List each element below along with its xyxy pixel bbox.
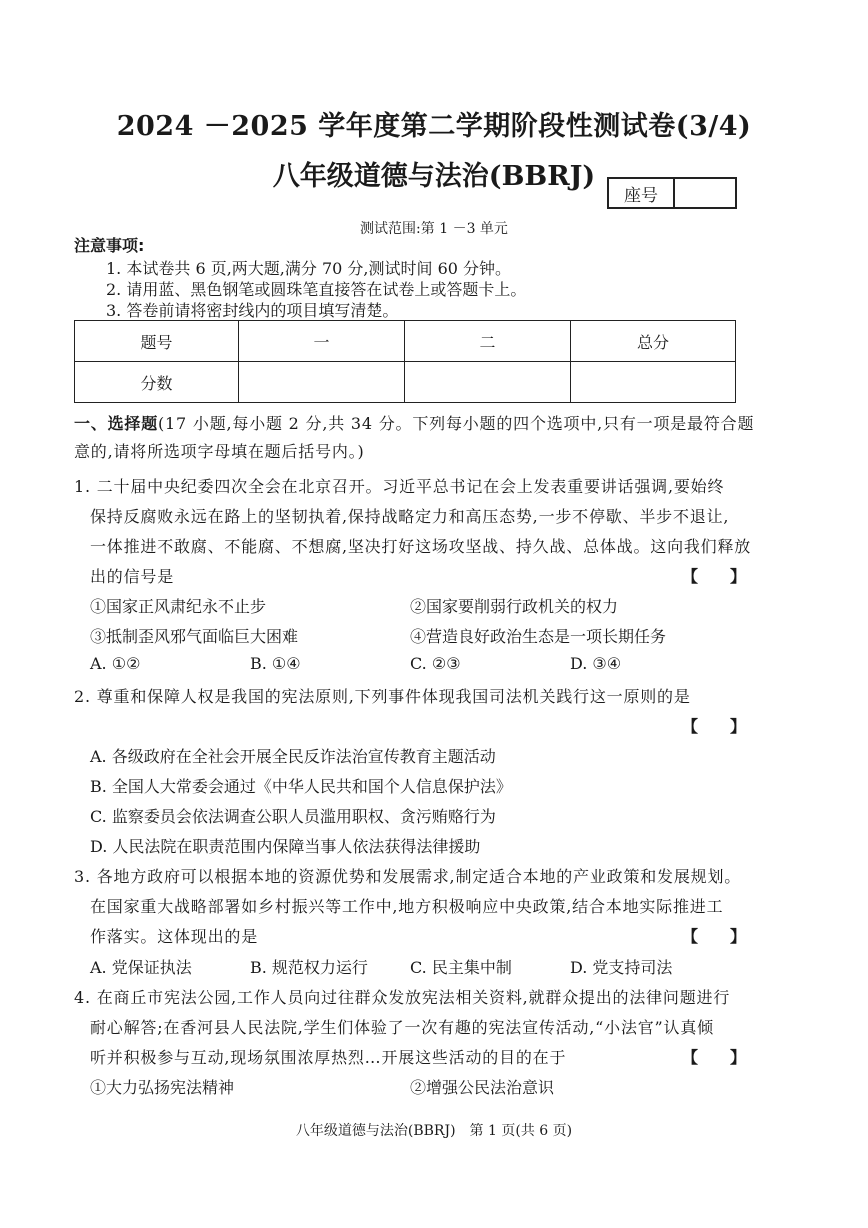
notice-item: 2. 请用蓝、黑色钢笔或圆珠笔直接答在试卷上或答题卡上。: [106, 280, 527, 299]
question-4-line: 4. 在商丘市宪法公园,工作人员向过往群众发放宪法相关资料,就群众提出的法律问题进行: [74, 988, 731, 1007]
answer-bracket[interactable]: 【 】: [682, 567, 747, 586]
notice-heading: 注意事项:: [74, 236, 145, 255]
statement: ④营造良好政治生态是一项长期任务: [410, 627, 667, 646]
section-text: (17 小题,每小题 2 分,共 34 分。下列每小题的四个选项中,只有一项是最符合题: [158, 414, 755, 433]
answer-bracket[interactable]: 【 】: [682, 717, 747, 736]
statement: ①大力弘扬宪法精神: [90, 1078, 235, 1097]
table-cell: 题号: [75, 321, 239, 362]
seat-number-box: [607, 177, 737, 209]
statement: ①国家正风肃纪永不止步: [90, 597, 267, 616]
option-c[interactable]: C. 民主集中制: [410, 958, 512, 977]
score-table: [74, 320, 736, 403]
option-c[interactable]: C. ②③: [410, 654, 461, 673]
option-a[interactable]: A. 各级政府在全社会开展全民反诈法治宣传教育主题活动: [90, 747, 496, 766]
question-3-line: 作落实。这体现出的是: [90, 927, 259, 946]
seat-number-field[interactable]: [675, 179, 735, 207]
statement: ②国家要削弱行政机关的权力: [410, 597, 619, 616]
question-4-line: 听并积极参与互动,现场氛围浓厚热烈…开展这些活动的目的在于: [90, 1048, 567, 1067]
question-3-line: 在国家重大战略部署如乡村振兴等工作中,地方积极响应中央政策,结合本地实际推进工: [90, 897, 724, 916]
section-instructions: [74, 411, 754, 434]
test-scope: 测试范围:第 1 －3 单元: [360, 221, 508, 237]
question-2-line: 2. 尊重和保障人权是我国的宪法原则,下列事件体现我国司法机关践行这一原则的是: [74, 687, 691, 706]
statement: ③抵制歪风邪气面临巨大困难: [90, 627, 299, 646]
option-b[interactable]: B. 全国人大常委会通过《中华人民共和国个人信息保护法》: [90, 777, 512, 796]
question-1-line: 1. 二十届中央纪委四次全会在北京召开。习近平总书记在会上发表重要讲话强调,要始终: [74, 477, 725, 496]
table-cell: 分数: [75, 362, 239, 403]
section-text: 意的,请将所选项字母填在题后括号内。): [74, 442, 365, 461]
exam-subtitle: 八年级道德与法治(BBRJ): [272, 161, 596, 192]
page-footer: 八年级道德与法治(BBRJ) 第 1 页(共 6 页): [295, 1123, 573, 1139]
score-table-header-row: [75, 321, 736, 362]
answer-bracket[interactable]: 【 】: [682, 927, 747, 946]
seat-label: 座号: [609, 179, 675, 207]
question-4-line: 耐心解答;在香河县人民法院,学生们体验了一次有趣的宪法宣传活动,“小法官”认真倾: [90, 1018, 714, 1037]
option-d[interactable]: D. ③④: [570, 654, 622, 673]
question-1-line: 保持反腐败永远在路上的坚韧执着,保持战略定力和高压态势,一步不停歇、半步不退让,: [90, 507, 730, 526]
score-table-score-row: [75, 362, 736, 403]
score-cell[interactable]: [239, 362, 405, 403]
table-cell: 一: [239, 321, 405, 362]
question-1-line: 出的信号是: [90, 567, 175, 586]
score-cell[interactable]: [571, 362, 736, 403]
table-cell: 二: [405, 321, 571, 362]
notice-item: 1. 本试卷共 6 页,两大题,满分 70 分,测试时间 60 分钟。: [106, 259, 512, 278]
section-label: 一、选择题: [74, 414, 159, 433]
option-a[interactable]: A. 党保证执法: [90, 958, 192, 977]
question-3-line: 3. 各地方政府可以根据本地的资源优势和发展需求,制定适合本地的产业政策和发展规划。: [74, 867, 742, 886]
answer-bracket[interactable]: 【 】: [682, 1048, 747, 1067]
question-1-line: 一体推进不敢腐、不能腐、不想腐,坚决打好这场攻坚战、持久战、总体战。这向我们释放: [90, 537, 752, 556]
exam-title: 2024 －2025 学年度第二学期阶段性测试卷(3/4): [116, 111, 752, 142]
table-cell: 总分: [571, 321, 736, 362]
option-c[interactable]: C. 监察委员会依法调查公职人员滥用职权、贪污贿赂行为: [90, 807, 496, 826]
option-d[interactable]: D. 党支持司法: [570, 958, 673, 977]
option-b[interactable]: B. ①④: [250, 654, 301, 673]
score-cell[interactable]: [405, 362, 571, 403]
option-b[interactable]: B. 规范权力运行: [250, 958, 368, 977]
option-d[interactable]: D. 人民法院在职责范围内保障当事人依法获得法律援助: [90, 837, 481, 856]
notice-item: 3. 答卷前请将密封线内的项目填写清楚。: [106, 301, 399, 320]
option-a[interactable]: A. ①②: [90, 654, 141, 673]
statement: ②增强公民法治意识: [410, 1078, 555, 1097]
